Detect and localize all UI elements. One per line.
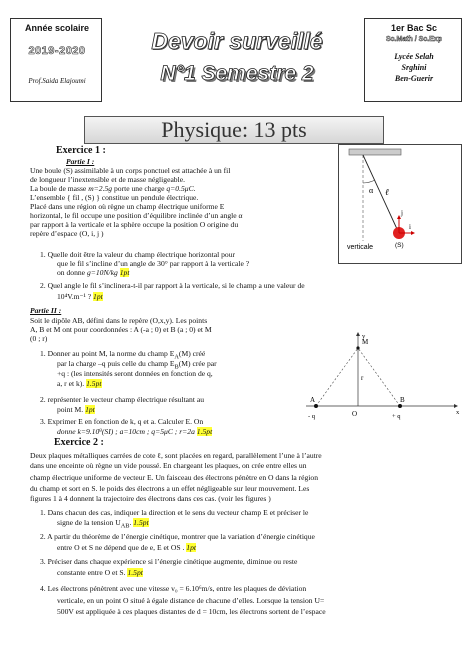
pos-charge-label: + q xyxy=(392,413,401,420)
class-option: Sc.Math / Sc.Exp xyxy=(385,36,443,43)
alpha-label: α xyxy=(369,186,374,195)
ex1-p2-q1-d: par la charge –q puis celle du champ E xyxy=(57,359,175,368)
points-badge: 1pt xyxy=(186,543,196,552)
point-a xyxy=(314,404,318,408)
ex1-q1-line-3 xyxy=(57,268,129,277)
y-label: y xyxy=(362,333,366,340)
ex1-p2-q1-sub-a: A xyxy=(174,353,179,361)
ex2-line-4: du champ et sort en S. le poids des électrons a un effet négligeable sur leur mouvement. Les xyxy=(30,484,310,493)
ex1-p2-q2-b: point M. xyxy=(57,405,84,414)
exercise-1-title: Exercice 1 : xyxy=(56,145,106,156)
ex1-p2-q2-line-2 xyxy=(57,405,95,414)
ex2-line-1: Deux plaques métalliques carrées de cote ℓ, sont placées en regard, parallèlement l’une à l’autre xyxy=(30,451,322,460)
points-badge: 1pt xyxy=(85,405,95,414)
ex1-p2-q1-sub-b: B xyxy=(174,363,179,371)
ex1-p2-line-2: A, B et M ont pour coordonnées : A (-a ; 0) et B (a ; 0) et M xyxy=(30,325,212,334)
ex1-q2-line-1: 2. Quel angle le fil s’inclinera-t-il par rapport à la verticale, si le champ a une valeur de xyxy=(40,281,305,290)
school-year-title: Année scolaire xyxy=(24,23,90,33)
neg-charge-label: - q xyxy=(308,413,316,420)
ex1-p2-line-1: Soit le dipôle AB, défini dans le repère (O,x,y). Les points xyxy=(30,316,208,325)
ex1-p2-q1-line-4 xyxy=(57,379,102,388)
class-school-box xyxy=(364,18,462,102)
vertical-label: verticale xyxy=(347,244,374,251)
pendulum-figure xyxy=(338,144,462,264)
ex2-q2-b: entre O et S ne dépend que de e, E et OS . xyxy=(57,543,185,552)
ex1-line-3-b: porte une charge xyxy=(112,184,167,193)
school-year-value: 2019-2020 xyxy=(28,45,86,57)
ex2-q4-line-3: 500V est appliquée à ces plaques distantes de d = 10cm, les électrons sortent de l’espace xyxy=(57,607,326,616)
dipole-figure xyxy=(296,330,466,436)
charge-value: q=0.5μC xyxy=(166,184,194,193)
part-2-title: Partie II : xyxy=(30,306,62,315)
points-badge: 1.5pt xyxy=(133,518,149,527)
r-label: r xyxy=(361,374,364,382)
ex2-q1-b: signe de la tension U xyxy=(57,518,121,527)
points-badge: 1.5pt xyxy=(196,427,213,436)
ex1-line-2: de longueur l’inextensible et de masse négligeable. xyxy=(30,175,185,184)
ex1-line-6: horizontal, le fil occupe une position d’équilibre inclinée d’un angle α xyxy=(30,211,243,220)
ex1-line-4: L’ensemble { fil , (S) } constitue un pendule électrique. xyxy=(30,193,199,202)
x-label: x xyxy=(456,409,460,416)
school-name xyxy=(365,51,463,84)
support-bar xyxy=(349,149,401,155)
ex2-q4-line-2: verticale, en un point O situé à égale distance de chacune d’elles. Lorsque la tension U= xyxy=(57,596,325,605)
school-year-box xyxy=(10,18,102,102)
ex1-p2-q1-a: 1. Donner au point M, la norme du champ E xyxy=(40,349,175,358)
ex1-p2-q3-b: donne k=9.10⁹(SI) ; a=10cm ; q=5μC ; r=2a xyxy=(57,427,195,436)
ex2-line-2: dans une enceinte où règne un vide poussé. En chargeant les plaques, on crée entre elles un xyxy=(30,461,307,470)
ex1-line-7: par rapport à la verticale et la sphère occupe la position O origine du xyxy=(30,220,239,229)
school-line-1: Lycée Selah xyxy=(394,52,434,61)
ex1-p2-line-3: (0 ; r) xyxy=(30,334,48,343)
o-label: O xyxy=(352,410,358,418)
m-label: M xyxy=(362,338,369,346)
ex1-line-3-a: La boule de masse xyxy=(30,184,89,193)
ex1-q1-given: on donne xyxy=(57,268,87,277)
ex1-p2-q3-line-1: 3. Exprimer E en fonction de k, q et a. Calculer E. On xyxy=(40,417,204,426)
exercise-2-title: Exercice 2 : xyxy=(54,437,104,448)
x-axis-arrow xyxy=(454,404,458,408)
ex2-q3-line-1: 3. Préciser dans chaque expérience si l’énergie cinétique augmente, diminue ou reste xyxy=(40,557,298,566)
i-vector-arrow xyxy=(411,231,415,235)
bm-line xyxy=(358,348,400,406)
ex2-line-3: champ électrique uniforme de vecteur E. Un faisceau des électrons pénètre en O dans la région xyxy=(30,473,319,482)
ex2-q1-line-1: 1. Dans chacun des cas, indiquer la direction et le sens du vecteur champ E et préciser le xyxy=(40,508,309,517)
ex1-line-3 xyxy=(30,184,196,193)
points-badge: 1.5pt xyxy=(127,568,143,577)
a-label: A xyxy=(310,396,316,404)
ex1-line-1: Une boule (S) assimilable à un corps ponctuel est attachée à un fil xyxy=(30,166,231,175)
i-label: i xyxy=(409,223,411,231)
pendulum-svg xyxy=(339,145,461,263)
exam-subtitle: N°1 Semestre 2 xyxy=(160,62,314,85)
physics-banner: Physique: 13 pts xyxy=(84,116,384,144)
exam-title: Devoir surveillé xyxy=(151,28,323,54)
length-label: ℓ xyxy=(385,187,389,197)
point-b xyxy=(398,404,402,408)
ex1-p2-q1-line-3: +q : (les intensités seront données en fonction de q, xyxy=(57,369,213,378)
ex2-q3-b: constante entre O et S. xyxy=(57,568,126,577)
points-badge: 1pt xyxy=(93,292,103,301)
j-label: j xyxy=(401,209,403,217)
mass-value: m=2.5g xyxy=(88,184,113,193)
points-badge: 1pt xyxy=(119,268,130,277)
ex2-q2-line-2 xyxy=(57,543,196,552)
point-m xyxy=(356,346,359,349)
field-value: 10⁴V.m⁻¹ ? xyxy=(57,292,92,301)
class-level: 1er Bac Sc xyxy=(390,23,438,33)
ex1-line-3-c: . xyxy=(193,184,196,193)
sphere-label: (S) xyxy=(395,242,404,249)
b-label: B xyxy=(400,396,405,404)
ex1-p2-q1-h: a, r et k). xyxy=(57,379,85,388)
ex2-q4-line-1: 4. Les électrons pénètrent avec une vitesse v₀ = 6.10⁶m/s, entre les plaques de déviation xyxy=(40,584,307,593)
ex1-line-5: Placé dans une région où règne un champ électrique uniforme E xyxy=(30,202,225,211)
ex2-line-5: figures 1 à 4 donnent la trajectoire des électrons dans ces cas. (voir les figures ) xyxy=(30,494,271,503)
ex2-q2-line-1: 2. A partir du théorème de l’énergie cinétique, montrer que la variation d’énergie cinétique xyxy=(40,532,315,541)
points-badge: 1.5pt xyxy=(86,379,102,388)
ex1-q1-line-2: que le fil s’incline d’un angle de 30° par rapport à la verticale ? xyxy=(57,259,250,268)
ex2-q1-sub: AB xyxy=(120,522,130,530)
ex1-p2-q2-line-1: 2. représenter le vecteur champ électrique résultant au xyxy=(40,395,205,404)
angle-arc xyxy=(363,180,375,183)
ex1-p2-q3-line-2 xyxy=(57,427,212,436)
exam-title-block xyxy=(112,22,362,104)
ex1-q2-line-2 xyxy=(57,292,103,301)
ex2-q1-line-2: signe de la tension $U_{AB}$. 1.5pt xyxy=(57,518,149,530)
ex1-p2-q1-c: (M) créé xyxy=(178,349,206,358)
ex1-line-8: repère d’espace (O, i, j ) xyxy=(30,229,104,238)
am-line xyxy=(316,348,358,406)
ex1-p2-q1-f: (M) crée par xyxy=(178,359,217,368)
ex2-q3-line-2 xyxy=(57,568,143,577)
ex1-q1-line-1: 1. Quelle doit être la valeur du champ électrique horizontal pour xyxy=(40,250,236,259)
gravity-value: g=10N/kg xyxy=(86,268,118,277)
school-line-2: Srghini xyxy=(401,63,427,72)
dipole-svg xyxy=(296,330,466,436)
part-1-title: Partie I : xyxy=(66,157,95,166)
school-line-3: Ben-Guerir xyxy=(394,74,434,83)
y-axis-arrow xyxy=(356,332,360,336)
teacher-name: Prof.Saida Elajoumi xyxy=(28,77,86,85)
